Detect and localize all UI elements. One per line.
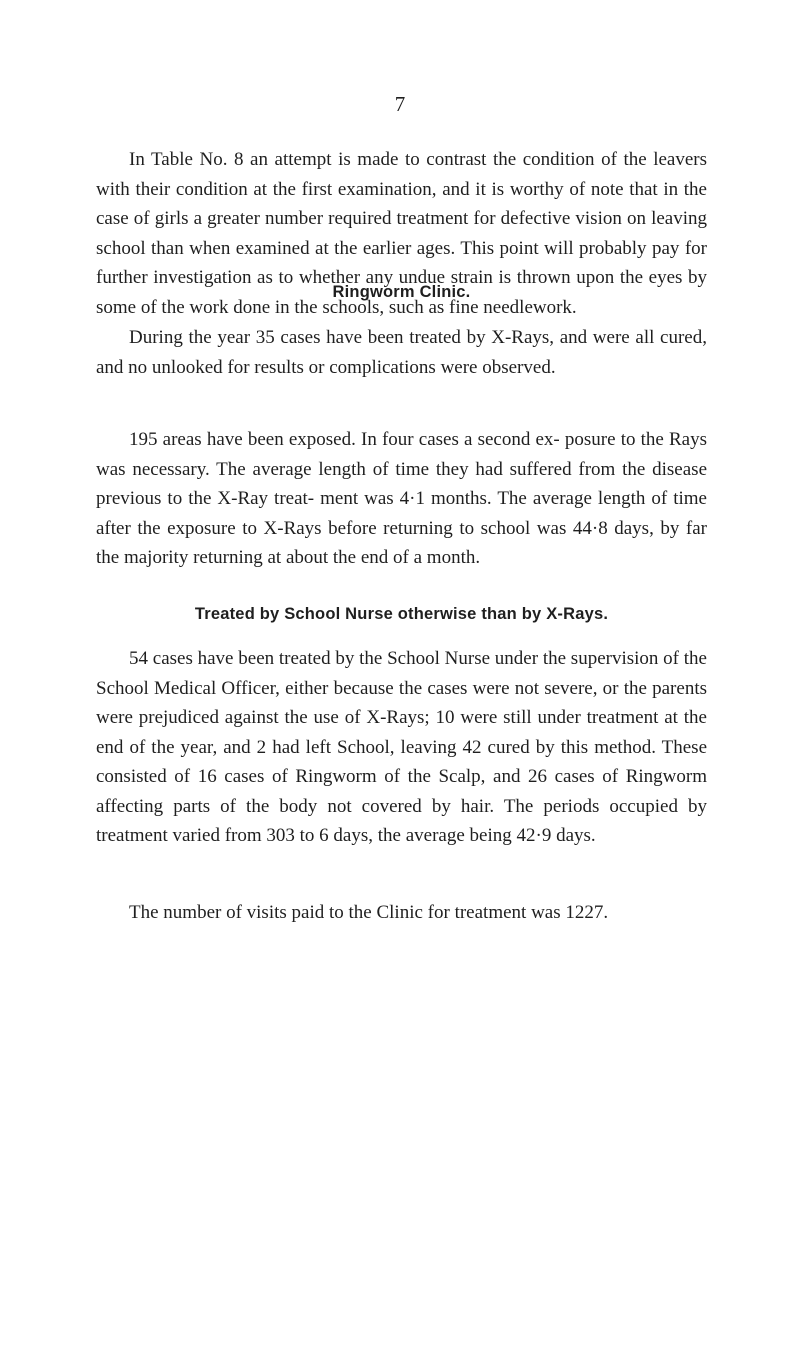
heading-ringworm-clinic: Ringworm Clinic. <box>332 283 471 301</box>
heading-school-nurse: Treated by School Nurse otherwise than by X-Rays. <box>194 605 609 623</box>
paragraph-xray-cases: During the year 35 cases have been treated by X-Rays, and were all cured, and no unlooked for results or complications were observed. <box>96 327 707 378</box>
paragraph-clinic-visits: The number of visits paid to the Clinic for treatment was 1227. <box>129 902 609 923</box>
paragraph-leavers-vision: In Table No. 8 an attempt is made to contrast the condition of the leavers with their condition at the first examination, and it is worthy of note that in the case of girls a greater number required treatment for defective vision on leaving school than when examined at the earlier ages. This point will probably pay for further investigation as to whether any undue strain is thrown upon the eyes by some of the work done in the schools, such as fine needlework. <box>96 149 707 318</box>
paragraph-nurse-treatment: 54 cases have been treated by the School Nurse under the supervision of the School Medical Officer, either because the cases were not severe, or the parents were prejudiced against the use of X-Rays; 10 were still under treatment at the end of the year, and 2 had left School, leaving 42 cured by this method. These consisted of 16 cases of Ringworm of the Scalp, and 26 cases of Ringworm affecting parts of the body not covered by hair. The periods occupied by treatment varied from 303 to 6 days, the average being 42·9 days. <box>96 648 707 846</box>
page-number: 7 <box>394 92 406 116</box>
paragraph-areas-exposed: 195 areas have been exposed. In four cases a second ex- posure to the Rays was necessary. The average length of time they had suffered from the disease previous to the X-Ray treat- ment was 4·1 months. The average length of time after the exposure to X-Rays before returning to school was 44·8 days, by far the majority returning at about the end of a month. <box>96 429 707 568</box>
